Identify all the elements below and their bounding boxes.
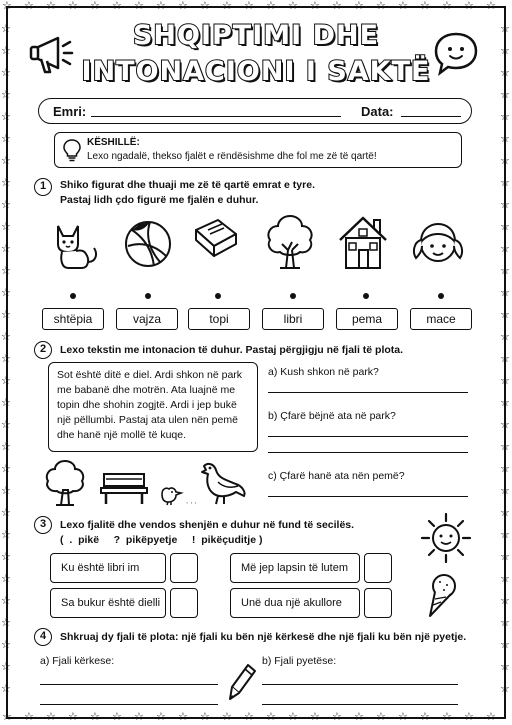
border-star-icon: ☆ [1,265,11,277]
border-star-icon: ☆ [1,419,11,431]
word-box-4[interactable]: libri [262,308,324,330]
date-field[interactable] [401,116,461,117]
border-star-icon: ☆ [500,441,510,453]
border-star-icon: ☆ [500,551,510,563]
name-date-bar [38,98,472,124]
border-star-icon: ☆ [1,463,11,475]
answer-line-a[interactable] [268,392,468,393]
border-star-icon: ☆ [442,0,452,12]
border-star-icon: ☆ [1,309,11,321]
match-dot-2[interactable] [145,293,151,299]
border-star-icon: ☆ [500,67,510,79]
border-star-icon: ☆ [200,711,210,723]
border-star-icon: ☆ [134,0,144,12]
border-star-icon: ☆ [500,617,510,629]
word-box-1[interactable]: shtëpia [42,308,104,330]
border-star-icon: ☆ [1,661,11,673]
border-star-icon: ☆ [1,683,11,695]
border-star-icon: ☆ [500,595,510,607]
word-box-6[interactable]: mace [410,308,472,330]
border-star-icon: ☆ [398,711,408,723]
border-star-icon: ☆ [1,111,11,123]
border-star-icon: ☆ [244,711,254,723]
section-4-number: 4 [34,628,52,646]
match-dot-3[interactable] [215,293,221,299]
border-star-icon: ☆ [500,661,510,673]
page-title-line1: SHQIPTIMI DHE [132,20,380,51]
border-star-icon: ☆ [500,485,510,497]
border-star-icon: ☆ [244,0,254,12]
border-star-icon: ☆ [1,529,11,541]
border-star-icon: ☆ [500,309,510,321]
border-star-icon: ☆ [500,507,510,519]
border-star-icon: ☆ [1,639,11,651]
border-star-icon: ☆ [1,243,11,255]
name-label: Emri: [53,104,87,119]
ice-cream-icon [420,572,462,620]
answer-line-request-2[interactable] [40,704,218,705]
answer-line-b1[interactable] [268,436,468,437]
section-4-instruction: Shkruaj dy fjali të plota: një fjali ku bën një kërkesë dhe një fjali ku bën një pyetje. [60,631,467,643]
word-box-5[interactable]: pema [336,308,398,330]
small-bird-icon [158,484,184,506]
pigeon-icon [196,458,248,506]
border-star-icon: ☆ [90,0,100,12]
border-star-icon: ☆ [464,711,474,723]
answer-line-request-1[interactable] [40,684,218,685]
border-star-icon: ☆ [376,0,386,12]
border-star-icon: ☆ [310,0,320,12]
border-star-icon: ☆ [1,199,11,211]
speech-bubble-icon [432,30,480,78]
megaphone-icon [28,30,76,78]
border-star-icon: ☆ [420,711,430,723]
border-star-icon: ☆ [500,397,510,409]
border-star-icon: ☆ [134,711,144,723]
border-star-icon: ☆ [1,507,11,519]
cat-icon [48,216,104,272]
border-star-icon: ☆ [2,0,12,12]
border-star-icon: ☆ [500,265,510,277]
border-star-icon: ☆ [1,485,11,497]
border-star-icon: ☆ [1,617,11,629]
reading-line: Sot është ditë e diel. Ardi shkon në park [57,369,243,381]
border-star-icon: ☆ [500,287,510,299]
border-star-icon: ☆ [500,111,510,123]
sentence-box-4: Unë dua një akullore [230,588,360,618]
border-star-icon: ☆ [112,0,122,12]
section-1-number: 1 [34,178,52,196]
border-star-icon: ☆ [500,353,510,365]
border-star-icon: ☆ [24,711,34,723]
border-star-icon: ☆ [310,711,320,723]
answer-line-b2[interactable] [268,452,468,453]
border-star-icon: ☆ [288,711,298,723]
border-star-icon: ☆ [90,711,100,723]
border-star-icon: ☆ [1,287,11,299]
label-question-sentence: b) Fjali pyetëse: [262,655,337,667]
border-star-icon: ☆ [500,177,510,189]
bench-icon [98,470,150,506]
question-a: a) Kush shkon në park? [268,366,379,378]
border-star-icon: ☆ [1,441,11,453]
punctuation-box-4[interactable] [364,588,392,618]
section-3-number: 3 [34,516,52,534]
section-2-instruction: Lexo tekstin me intonacion të duhur. Pastaj përgjigju në fjali të plota. [60,344,404,356]
border-star-icon: ☆ [156,711,166,723]
border-star-icon: ☆ [464,0,474,12]
word-box-3[interactable]: topi [188,308,250,330]
border-star-icon: ☆ [500,243,510,255]
border-star-icon: ☆ [222,711,232,723]
border-star-icon: ☆ [68,0,78,12]
punctuation-box-2[interactable] [364,553,392,583]
answer-line-question-2[interactable] [262,704,458,705]
border-star-icon: ☆ [112,711,122,723]
border-star-icon: ☆ [1,397,11,409]
ball-icon [120,216,176,272]
border-star-icon: ☆ [500,419,510,431]
border-star-icon: ☆ [178,0,188,12]
question-b: b) Çfarë bëjnë ata në park? [268,410,396,422]
border-star-icon: ☆ [1,45,11,57]
sentence-box-1: Ku është libri im [50,553,166,583]
border-star-icon: ☆ [1,177,11,189]
tips-heading: KËSHILLË: [87,137,140,148]
match-dot-4[interactable] [290,293,296,299]
border-star-icon: ☆ [156,0,166,12]
border-star-icon: ☆ [2,711,12,723]
border-star-icon: ☆ [500,45,510,57]
girl-icon [408,212,468,272]
word-box-2[interactable]: vajza [116,308,178,330]
reading-text-box [48,362,258,452]
house-icon [334,212,392,272]
border-star-icon: ☆ [1,331,11,343]
sun-icon [418,510,474,566]
border-star-icon: ☆ [500,573,510,585]
match-dot-5[interactable] [363,293,369,299]
border-star-icon: ☆ [500,221,510,233]
reading-line: me babanë dhe motrën. Ata luajnë me [57,384,236,396]
tree-icon [42,458,88,508]
border-star-icon: ☆ [500,683,510,695]
crumbs-icon: ∙∙∙ [186,498,199,507]
border-star-icon: ☆ [1,23,11,35]
date-label: Data: [361,104,394,119]
border-star-icon: ☆ [1,353,11,365]
border-star-icon: ☆ [486,711,496,723]
border-star-icon: ☆ [266,711,276,723]
pencil-icon [228,662,258,702]
border-star-icon: ☆ [354,0,364,12]
reading-line: topin dhe shohin zogjtë. Ardi i jep bukë [57,399,237,411]
border-star-icon: ☆ [1,133,11,145]
sentence-box-2: Më jep lapsin të lutem [230,553,360,583]
answer-line-question-1[interactable] [262,684,458,685]
border-star-icon: ☆ [500,463,510,475]
match-dot-1[interactable] [70,293,76,299]
tree-icon [262,212,318,272]
border-star-icon: ☆ [1,375,11,387]
border-star-icon: ☆ [1,595,11,607]
border-star-icon: ☆ [500,155,510,167]
border-star-icon: ☆ [398,0,408,12]
border-star-icon: ☆ [222,0,232,12]
border-star-icon: ☆ [332,0,342,12]
border-star-icon: ☆ [178,711,188,723]
border-star-icon: ☆ [1,67,11,79]
border-star-icon: ☆ [288,0,298,12]
section-3-instruction: Lexo fjalitë dhe vendos shenjën e duhur në fund të secilës. [60,519,355,531]
border-star-icon: ☆ [486,0,496,12]
border-star-icon: ☆ [68,711,78,723]
answer-line-c[interactable] [268,496,468,497]
border-star-icon: ☆ [500,199,510,211]
border-star-icon: ☆ [1,573,11,585]
border-star-icon: ☆ [1,221,11,233]
page-title-line2: INTONACIONI I SAKTË [81,56,431,87]
border-star-icon: ☆ [500,529,510,541]
border-star-icon: ☆ [500,639,510,651]
label-request-sentence: a) Fjali kërkese: [40,655,115,667]
sentence-box-3: Sa bukur është dielli [50,588,166,618]
border-star-icon: ☆ [24,0,34,12]
section-1-instruction-line2: Pastaj lidh çdo figurë me fjalën e duhur. [60,194,259,206]
border-star-icon: ☆ [376,711,386,723]
reading-line: një pëllumbi. Pastaj ata ulen nën pemë [57,414,238,426]
border-star-icon: ☆ [442,711,452,723]
border-star-icon: ☆ [332,711,342,723]
book-icon [186,214,244,272]
tips-box [54,132,462,168]
question-c: c) Çfarë hanë ata nën pemë? [268,470,405,482]
border-star-icon: ☆ [500,133,510,145]
punctuation-box-3[interactable] [170,588,198,618]
reading-line: dhe hanë një mollë të kuqe. [57,429,187,441]
tips-text: Lexo ngadalë, thekso fjalët e rëndësishme dhe fol me zë të qartë! [87,151,377,162]
border-star-icon: ☆ [46,0,56,12]
border-star-icon: ☆ [46,711,56,723]
punctuation-box-1[interactable] [170,553,198,583]
border-star-icon: ☆ [1,89,11,101]
border-star-icon: ☆ [266,0,276,12]
border-star-icon: ☆ [500,23,510,35]
border-star-icon: ☆ [500,331,510,343]
border-star-icon: ☆ [200,0,210,12]
section-2-number: 2 [34,341,52,359]
lightbulb-icon [62,138,82,162]
border-star-icon: ☆ [500,375,510,387]
section-1-instruction-line1: Shiko figurat dhe thuaji me zë të qartë emrat e tyre. [60,179,315,191]
name-field[interactable] [91,116,341,117]
border-star-icon: ☆ [500,89,510,101]
border-star-icon: ☆ [1,155,11,167]
border-star-icon: ☆ [354,711,364,723]
match-dot-6[interactable] [438,293,444,299]
punctuation-legend: ( . pikë ? pikëpyetje ! pikëçuditje ) [60,534,263,546]
border-star-icon: ☆ [420,0,430,12]
border-star-icon: ☆ [1,551,11,563]
